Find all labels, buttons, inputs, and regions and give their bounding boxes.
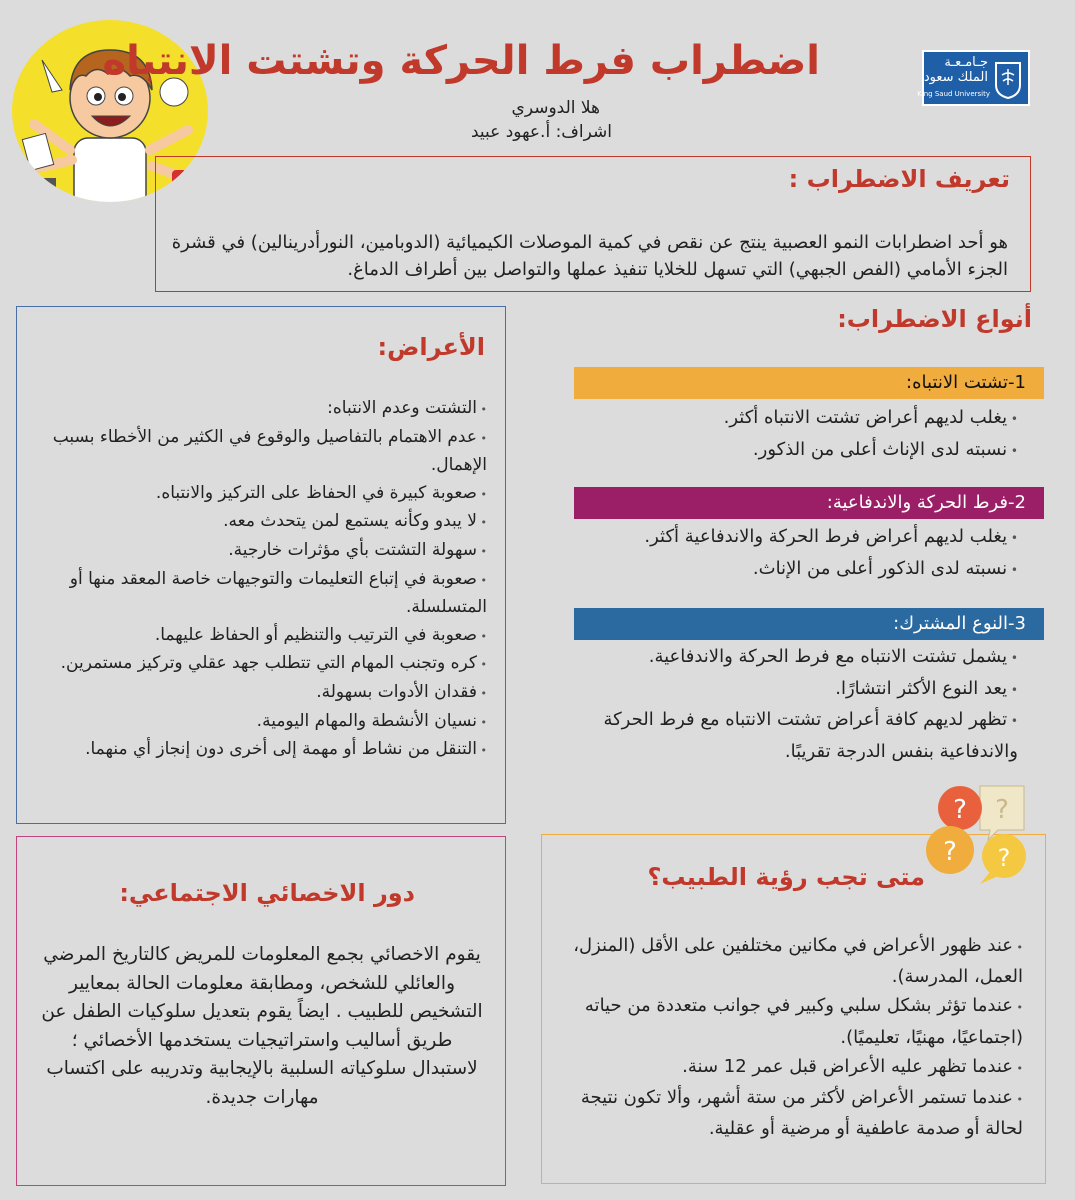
logo-line-2: الملك سعود xyxy=(923,70,988,85)
poster-title: اضطراب فرط الحركة وتشتت الانتباه xyxy=(102,38,820,84)
list-item: • صعوبة كبيرة في الحفاظ على التركيز والانتباه. xyxy=(37,480,487,509)
svg-text:?: ? xyxy=(943,837,957,867)
definition-text: هو أحد اضطرابات النمو العصبية ينتج عن نقص في كمية الموصلات الكيميائية (الدوبامين، النورأدرينالين) في قشرة الجزء الأمامي (الفص الجبهي) التي تسهل للخلايا تنفيذ عملها والتواصل بين أطراف الدماغ. xyxy=(171,232,1008,280)
list-item: • يعد النوع الأكثر انتشارًا. xyxy=(520,674,1018,706)
type-1-label-bar: 1-تشتت الانتباه: xyxy=(574,367,1044,399)
types-heading: أنواع الاضطراب: xyxy=(837,305,1032,333)
list-item: • كره وتجنب المهام التي تتطلب جهد عقلي وتركيز مستمرين. xyxy=(37,650,487,679)
list-item: • عندما تستمر الأعراض لأكثر من ستة أشهر، وألا تكون نتيجة لحالة أو صدمة عاطفية أو مرضية أو عقلية. xyxy=(560,1083,1023,1143)
question-bubbles-icon xyxy=(918,778,1030,886)
list-item: • عندما تظهر عليه الأعراض قبل عمر 12 سنة. xyxy=(560,1052,1023,1083)
list-item: • نسيان الأنشطة والمهام اليومية. xyxy=(37,708,487,737)
doctor-heading: متى تجب رؤية الطبيب؟ xyxy=(647,863,925,891)
logo-line-1: جـامـعـة xyxy=(944,55,988,70)
svg-text:?: ? xyxy=(997,844,1011,872)
list-item: • سهولة التشتت بأي مؤثرات خارجية. xyxy=(37,537,487,566)
list-item: • صعوبة في إتباع التعليمات والتوجيهات خاصة المعقد منها أو المتسلسلة. xyxy=(37,566,487,622)
list-item: • يغلب لديهم أعراض فرط الحركة والاندفاعية أكثر. xyxy=(520,522,1018,554)
list-item: • نسبته لدى الإناث أعلى من الذكور. xyxy=(520,435,1018,467)
symptoms-section xyxy=(16,306,506,824)
logo-line-3: King Saud University xyxy=(917,90,990,98)
type-1-list xyxy=(520,403,1018,466)
social-worker-section xyxy=(16,836,506,1186)
svg-text:?: ? xyxy=(995,795,1009,825)
list-item: • التشتت وعدم الانتباه: xyxy=(37,395,487,424)
type-3-list xyxy=(520,642,1018,766)
svg-text:?: ? xyxy=(953,795,967,825)
list-item: • صعوبة في الترتيب والتنظيم أو الحفاظ عليهما. xyxy=(37,622,487,651)
list-item: • نسبته لدى الذكور أعلى من الإناث. xyxy=(520,554,1018,586)
social-worker-heading: دور الاخصائي الاجتماعي: xyxy=(119,879,415,907)
list-item: • يغلب لديهم أعراض تشتت الانتباه أكثر. xyxy=(520,403,1018,435)
type-3-label-bar: 3-النوع المشترك: xyxy=(574,608,1044,640)
list-item: • عند ظهور الأعراض في مكانين مختلفين على الأقل (المنزل، العمل، المدرسة). xyxy=(560,931,1023,991)
author-name: هلا الدوسري xyxy=(511,98,600,118)
symptoms-heading: الأعراض: xyxy=(377,333,485,361)
list-item: • عدم الاهتمام بالتفاصيل والوقوع في الكثير من الأخطاء بسبب الإهمال. xyxy=(37,424,487,480)
doctor-list xyxy=(560,931,1023,1143)
when-to-see-doctor-section xyxy=(541,834,1046,1184)
list-item: • التنقل من نشاط أو مهمة إلى أخرى دون إنجاز أي منهما. xyxy=(37,736,487,765)
university-seal-icon xyxy=(994,59,1022,99)
type-2-list xyxy=(520,522,1018,585)
social-worker-text: يقوم الاخصائي بجمع المعلومات للمريض كالتاريخ المرضي والعائلي للشخص، ومطابقة معلومات الحالة بمعايير التشخيص للطبيب . ايضاً يقوم بتعديل سلوكيات الطفل عن طريق أساليب واستراتيجيات يستخدمها الأخصائي ؛ لاستبدال سلوكياته السلبية بالإيجابية وتدريبه على اكتساب مهارات جديدة. xyxy=(41,944,483,1108)
supervisor-name: اشراف: أ.عهود عبيد xyxy=(470,122,612,142)
type-2-label-bar: 2-فرط الحركة والاندفاعية: xyxy=(574,487,1044,519)
king-saud-university-logo xyxy=(917,50,1030,106)
list-item: • فقدان الأدوات بسهولة. xyxy=(37,679,487,708)
definition-section xyxy=(155,156,1031,292)
list-item: • تظهر لديهم كافة أعراض تشتت الانتباه مع فرط الحركة والاندفاعية بنفس الدرجة تقريبًا. xyxy=(520,705,1018,766)
symptoms-list xyxy=(37,395,487,765)
list-item: • عندما تؤثر بشكل سلبي وكبير في جوانب متعددة من حياته (اجتماعيًا، مهنيًا، تعليميًا). xyxy=(560,991,1023,1051)
list-item: • لا يبدو وكأنه يستمع لمن يتحدث معه. xyxy=(37,508,487,537)
list-item: • يشمل تشتت الانتباه مع فرط الحركة والاندفاعية. xyxy=(520,642,1018,674)
definition-heading: تعريف الاضطراب : xyxy=(788,165,1010,193)
